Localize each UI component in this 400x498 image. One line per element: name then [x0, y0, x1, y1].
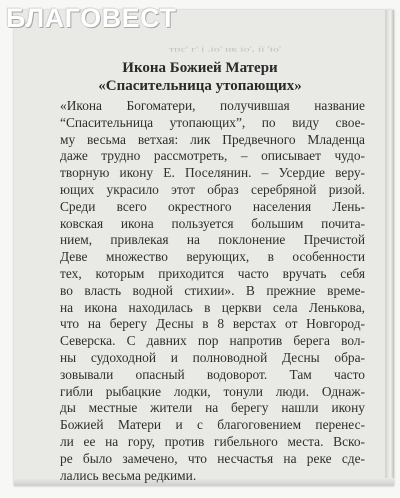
body-line: даже трудно рассмотреть, – описывает чудо-	[60, 148, 365, 164]
body-line: ющих украсило этот образ серебряной ризой.	[60, 181, 365, 197]
body-line: “Спасительница утопающих”, по виду свое-	[60, 114, 365, 130]
body-line: му весьма ветхая: лик Предвечного Младенца	[60, 131, 365, 147]
body-line: творную икону Е. Поселянин. – Усердие веру-	[60, 165, 365, 181]
body-line: ны судоходной и полноводной Десны обра-	[60, 349, 365, 365]
title-line-2: «Спасительница утопающих»	[98, 78, 302, 94]
body-line: ды местные жители на берегу нашли икону	[60, 400, 365, 416]
body-line: Среди всего окрестного населения Лень-	[60, 198, 365, 214]
body-line: во власть водной стихии». В прежние време-	[60, 282, 365, 298]
body-line: «Икона Богоматери, получившая название	[60, 98, 365, 113]
body-line: тех, которым приходится часто вручать себя	[60, 265, 365, 281]
body-line: ковская икона пользуется большим почита-	[60, 215, 365, 231]
body-line: Северска. С давних пор напротив берега вол-	[60, 333, 365, 349]
body-line: Божией Матери и с благоговением перенес-	[60, 417, 365, 433]
body-line: гибли рыбацкие лодки, тонули люди. Однаж-	[60, 383, 365, 399]
body-line: ре было замечено, что несчастья на реке сде-	[60, 450, 365, 466]
page-binding-edge	[385, 10, 394, 486]
body-line: лались весьма редкими.	[60, 467, 197, 483]
body-line: что на берегу Десны в 8 верстах от Новгород-	[60, 316, 365, 332]
body-line: на икона находилась в церкви села Ленькова,	[60, 299, 365, 315]
body-line: ли ее на гору, против гибельного места. Вско-	[60, 433, 365, 449]
body-line: нием, привлекая на поклонение Пречистой	[60, 232, 365, 248]
watermark-logo: БЛАГОВЕСТ	[6, 3, 177, 33]
body-line: Деве множество верующих, в особенности	[60, 249, 365, 265]
title-line-1: Икона Божией Матери	[122, 60, 278, 76]
body-text	[60, 98, 365, 484]
body-line: зовывали опасный водоворот. Там часто	[60, 366, 365, 382]
bleed-through-text: тпс' г' і .іо' ик іо', ії 'іо'	[168, 45, 282, 54]
